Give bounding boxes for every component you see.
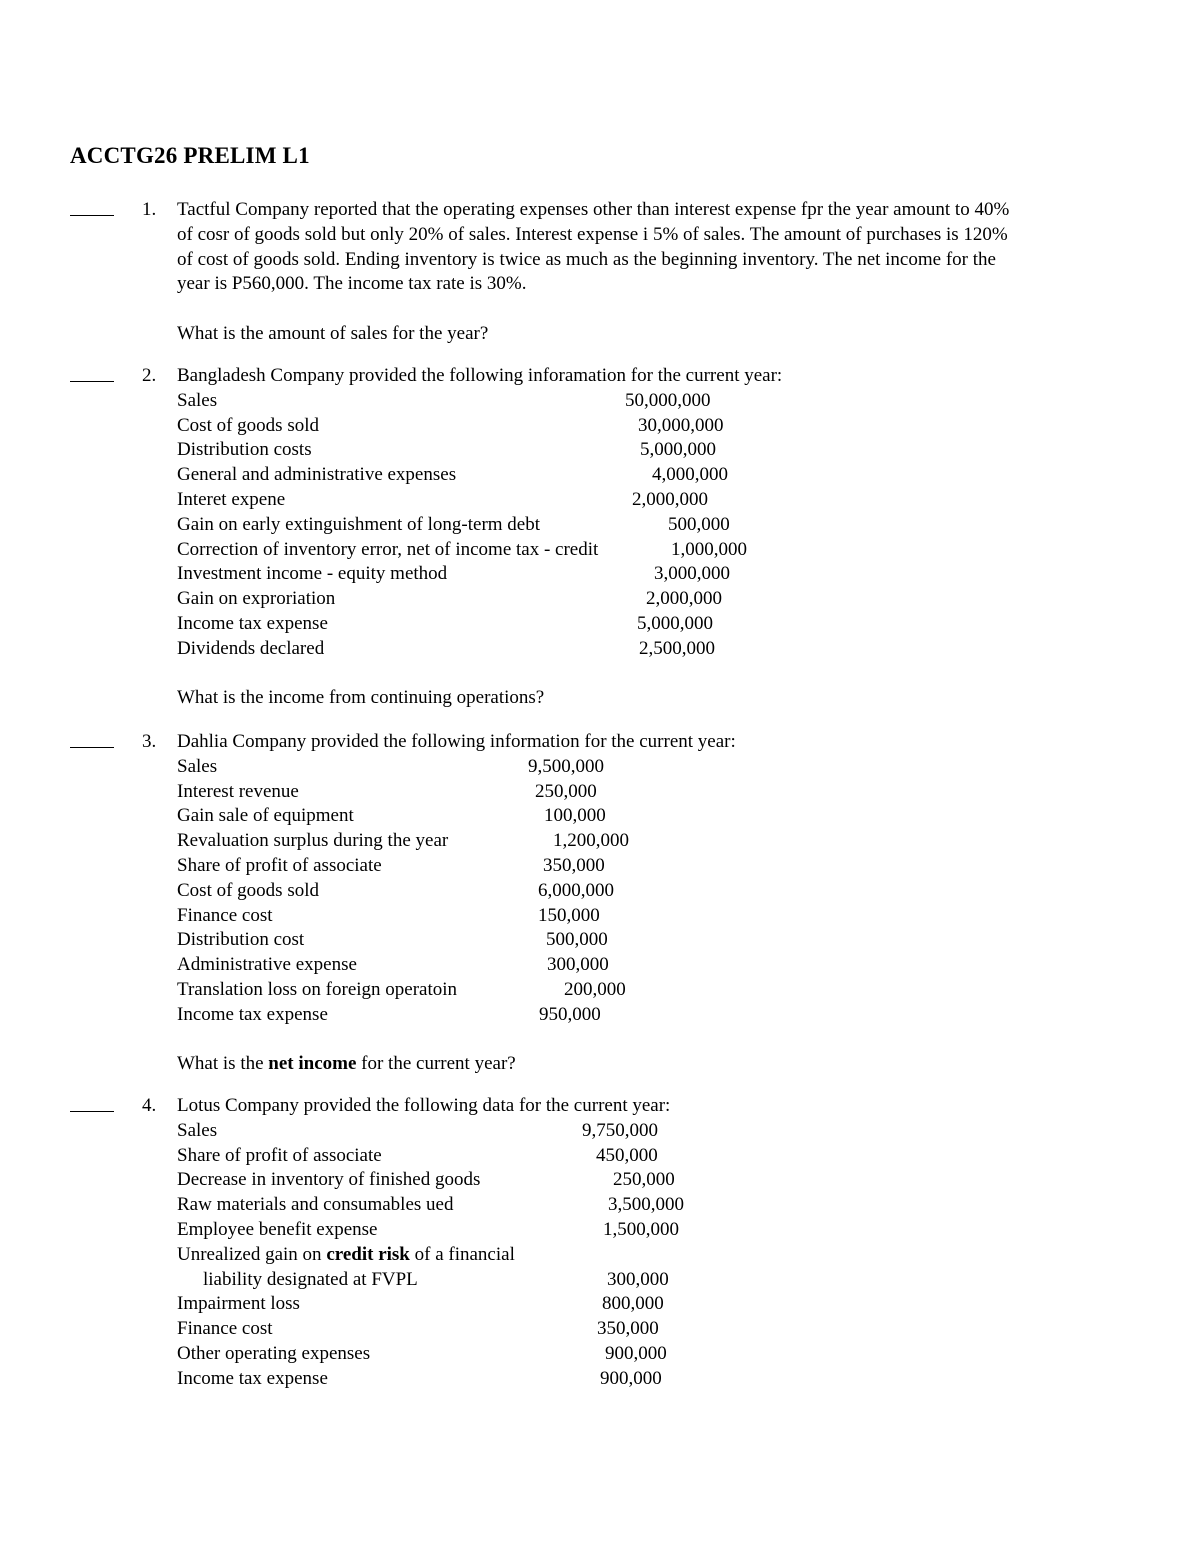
question-prompt	[177, 1052, 1127, 1077]
item-label: Sales	[177, 389, 218, 411]
line-item	[177, 1317, 1127, 1342]
line-item	[177, 414, 1127, 439]
prompt-text: What is the	[177, 1053, 269, 1075]
prompt-emphasis: net income	[268, 1053, 357, 1075]
line-item	[177, 780, 1127, 805]
item-label: Other operating expenses	[177, 1342, 371, 1364]
question-intro: Lotus Company provided the following data for the current year:	[177, 1095, 671, 1116]
item-amount: 3,500,000	[608, 1194, 684, 1216]
line-item	[177, 1193, 1127, 1218]
label-text: of a financial	[409, 1243, 515, 1265]
item-label: Finance cost	[177, 1318, 273, 1340]
item-amount: 300,000	[607, 1268, 669, 1290]
line-item	[177, 953, 1127, 978]
item-label: Finance cost	[177, 904, 273, 926]
item-amount: 2,500,000	[639, 637, 715, 659]
item-label: Cost of goods sold	[177, 414, 319, 436]
line-item	[177, 562, 1127, 587]
line-item	[177, 1292, 1127, 1317]
item-amount: 100,000	[544, 805, 606, 827]
question-body	[177, 730, 1127, 1077]
item-amount: 2,000,000	[646, 588, 722, 610]
label-text: Unrealized gain on	[177, 1243, 327, 1265]
item-amount: 950,000	[539, 1003, 601, 1025]
item-amount: 4,000,000	[652, 464, 728, 486]
item-label: Income tax expense	[177, 1003, 328, 1025]
line-item	[177, 488, 1127, 513]
item-label: Investment income - equity method	[177, 563, 448, 585]
item-amount: 1,000,000	[671, 538, 747, 560]
line-item	[177, 1144, 1127, 1169]
item-amount: 250,000	[613, 1169, 675, 1191]
item-label: Translation loss on foreign operatoin	[177, 978, 458, 1000]
line-item	[177, 879, 1127, 904]
item-amount: 250,000	[535, 780, 597, 802]
item-label	[177, 1243, 515, 1268]
question-body	[177, 198, 1127, 347]
line-item	[177, 1342, 1127, 1367]
item-amount: 1,500,000	[603, 1218, 679, 1240]
item-amount: 30,000,000	[638, 414, 724, 436]
line-item	[177, 804, 1127, 829]
line-item	[177, 1003, 1127, 1028]
question-number: 1.	[142, 199, 157, 220]
item-label: General and administrative expenses	[177, 464, 457, 486]
answer-blank-1[interactable]	[70, 215, 114, 216]
item-label: Share of profit of associate	[177, 854, 382, 876]
label-emphasis: credit risk	[326, 1243, 410, 1265]
line-item	[177, 854, 1127, 879]
item-label: Raw materials and consumables ued	[177, 1194, 454, 1216]
item-label: Income tax expense	[177, 612, 328, 634]
line-item	[177, 904, 1127, 929]
item-label: Administrative expense	[177, 954, 357, 976]
question-intro: Bangladesh Company provided the following inforamation for the current year:	[177, 365, 783, 386]
item-amount: 350,000	[597, 1318, 659, 1340]
prompt-text: for the current year?	[356, 1053, 516, 1075]
line-item	[177, 463, 1127, 488]
question-body	[177, 1094, 1127, 1392]
question-intro: Dahlia Company provided the following information for the current year:	[177, 731, 736, 752]
item-amount: 6,000,000	[538, 879, 614, 901]
paragraph-line: of cost of goods sold. Ending inventory is twice as much as the beginning inventory. The net income for the	[177, 248, 996, 270]
item-amount: 900,000	[605, 1342, 667, 1364]
line-item	[177, 1243, 1127, 1268]
line-item	[177, 438, 1127, 463]
item-amount: 350,000	[543, 854, 605, 876]
line-item	[177, 928, 1127, 953]
item-label: Revaluation surplus during the year	[177, 830, 449, 852]
item-amount: 200,000	[564, 978, 626, 1000]
item-label: Correction of inventory error, net of income tax - credit	[177, 538, 599, 560]
item-label: Impairment loss	[177, 1293, 300, 1315]
line-item	[177, 389, 1127, 414]
item-label: Interest revenue	[177, 780, 299, 802]
item-amount: 5,000,000	[640, 439, 716, 461]
line-item	[177, 587, 1127, 612]
question-body	[177, 364, 1127, 711]
item-amount: 900,000	[600, 1367, 662, 1389]
line-item	[177, 829, 1127, 854]
line-item	[177, 978, 1127, 1003]
item-amount: 450,000	[596, 1144, 658, 1166]
item-label: Sales	[177, 755, 218, 777]
line-item	[177, 1168, 1127, 1193]
answer-blank-2[interactable]	[70, 381, 114, 382]
item-label: Sales	[177, 1119, 218, 1141]
line-item	[177, 1119, 1127, 1144]
answer-blank-4[interactable]	[70, 1111, 114, 1112]
item-label: Interet expene	[177, 488, 286, 510]
item-amount: 500,000	[546, 929, 608, 951]
item-amount: 800,000	[602, 1293, 664, 1315]
item-amount: 2,000,000	[632, 488, 708, 510]
item-label: Share of profit of associate	[177, 1144, 382, 1166]
item-amount: 50,000,000	[625, 389, 711, 411]
line-item	[177, 1367, 1127, 1392]
line-item	[177, 1218, 1127, 1243]
question-number: 4.	[142, 1095, 157, 1116]
item-label: liability designated at FVPL	[203, 1268, 418, 1290]
item-label: Income tax expense	[177, 1367, 328, 1389]
line-item	[177, 1268, 1127, 1293]
item-amount: 1,200,000	[553, 830, 629, 852]
item-amount: 300,000	[547, 954, 609, 976]
item-label: Decrease in inventory of finished goods	[177, 1169, 481, 1191]
item-amount: 150,000	[538, 904, 600, 926]
item-label: Distribution costs	[177, 439, 312, 461]
item-label: Gain on exproriation	[177, 588, 336, 610]
question-prompt: What is the amount of sales for the year?	[177, 322, 489, 344]
question-prompt: What is the income from continuing operations?	[177, 687, 545, 709]
answer-blank-3[interactable]	[70, 747, 114, 748]
item-amount: 500,000	[668, 513, 730, 535]
line-item	[177, 538, 1127, 563]
item-amount: 9,750,000	[582, 1119, 658, 1141]
question-number: 3.	[142, 731, 157, 752]
paragraph-line: of cosr of goods sold but only 20% of sales. Interest expense i 5% of sales. The amount of purchases is 120%	[177, 223, 1008, 245]
question-number: 2.	[142, 365, 157, 386]
item-label: Gain sale of equipment	[177, 805, 354, 827]
line-item	[177, 513, 1127, 538]
line-item	[177, 637, 1127, 662]
item-label: Distribution cost	[177, 929, 305, 951]
line-item	[177, 755, 1127, 780]
item-label: Dividends declared	[177, 637, 325, 659]
item-label: Employee benefit expense	[177, 1218, 378, 1240]
paragraph-line: year is P560,000. The income tax rate is 30%.	[177, 273, 527, 295]
item-amount: 5,000,000	[637, 612, 713, 634]
line-item	[177, 612, 1127, 637]
item-amount: 3,000,000	[654, 563, 730, 585]
item-label: Cost of goods sold	[177, 879, 319, 901]
item-amount: 9,500,000	[528, 755, 604, 777]
page-title: ACCTG26 PRELIM L1	[70, 143, 310, 168]
item-label: Gain on early extinguishment of long-term debt	[177, 513, 541, 535]
paragraph-line: Tactful Company reported that the operating expenses other than interest expense fpr the year amount to 40%	[177, 199, 1010, 220]
